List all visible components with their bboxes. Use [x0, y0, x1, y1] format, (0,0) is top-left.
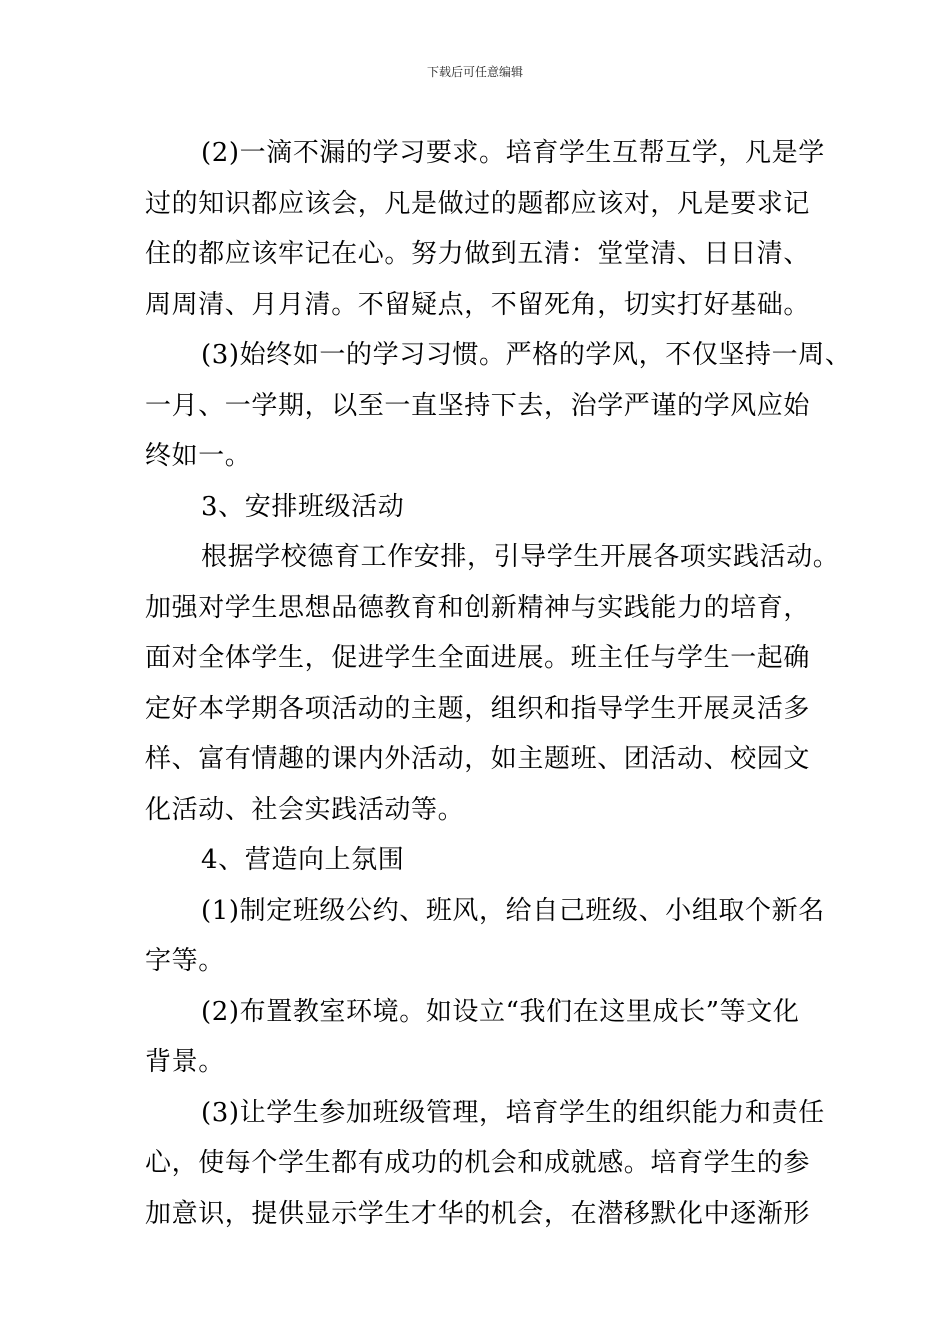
document-body — [145, 128, 852, 1239]
text-line: 加意识，提供显示学生才华的机会，在潜移默化中逐渐形 — [145, 1198, 811, 1229]
text-line: (3)始终如一的学习习惯。严格的学风，不仅坚持一周、 — [201, 340, 852, 370]
text-line: 一月、一学期，以至一直坚持下去，治学严谨的学风应始 — [145, 390, 811, 421]
text-line: 加强对学生思想品德教育和创新精神与实践能力的培育， — [145, 592, 811, 623]
text-line: (2)一滴不漏的学习要求。培育学生互帮互学，凡是学 — [201, 138, 825, 168]
text-line: (3)让学生参加班级管理，培育学生的组织能力和责任 — [201, 1097, 825, 1128]
text-line: 字等。 — [145, 946, 225, 976]
section-heading: 3、安排班级活动 — [201, 491, 405, 522]
text-line: 根据学校德育工作安排，引导学生开展各项实践活动。 — [201, 542, 840, 572]
text-line: 住的都应该牢记在心。努力做到五清：堂堂清、日日清、 — [145, 239, 811, 269]
text-line: 面对全体学生，促进学生全面进展。班主任与学生一起确 — [145, 643, 811, 673]
text-line: (2)布置教室环境。如设立“我们在这里成长”等文化 — [201, 996, 800, 1027]
text-line: (1)制定班级公约、班风，给自己班级、小组取个新名 — [201, 895, 825, 926]
text-line: 周周清、月月清。不留疑点，不留死角，切实打好基础。 — [145, 289, 811, 320]
text-line: 样、富有情趣的课内外活动，如主题班、团活动、校园文 — [145, 744, 811, 774]
text-line: 背景。 — [145, 1047, 225, 1077]
text-line: 终如一。 — [145, 441, 252, 471]
text-line: 过的知识都应该会，凡是做过的题都应该对，凡是要求记 — [145, 188, 811, 219]
section-heading: 4、营造向上氛围 — [201, 845, 405, 875]
text-line: 心，使每个学生都有成功的机会和成就感。培育学生的参 — [145, 1148, 811, 1178]
text-line: 化活动、社会实践活动等。 — [145, 794, 465, 825]
text-line: 定好本学期各项活动的主题，组织和指导学生开展灵活多 — [145, 693, 811, 724]
page-header: 下载后可任意编辑 — [426, 65, 523, 79]
